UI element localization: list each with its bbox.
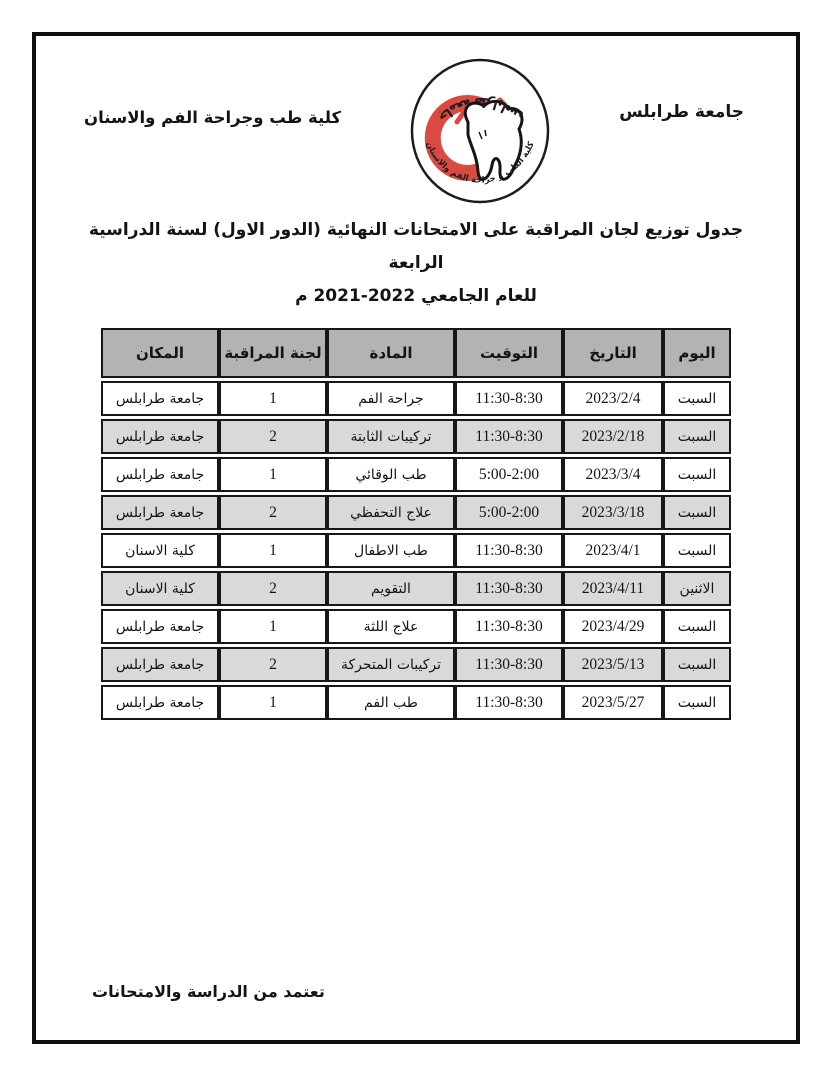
table-row: [101, 571, 731, 606]
cell-day: السبت: [663, 495, 731, 530]
cell-committee: 2: [219, 647, 327, 682]
table-row: [101, 533, 731, 568]
document-title: [36, 214, 796, 313]
college-name: كلية طب وجراحة الفم والاسنان: [84, 108, 342, 127]
cell-subject: طب الوقائي: [327, 457, 455, 492]
exam-schedule-table: [101, 325, 731, 723]
cell-day: السبت: [663, 457, 731, 492]
cell-committee: 1: [219, 533, 327, 568]
cell-time: 11:30-8:30: [455, 647, 563, 682]
header-time: التوقيت: [455, 328, 563, 378]
cell-day: السبت: [663, 647, 731, 682]
cell-date: 2023/3/4: [563, 457, 663, 492]
cell-place: جامعة طرابلس: [101, 647, 219, 682]
cell-time: 11:30-8:30: [455, 571, 563, 606]
header-committee: لجنة المراقبة: [219, 328, 327, 378]
cell-place: كلية الاسنان: [101, 533, 219, 568]
page-border-frame: [32, 32, 800, 1044]
approval-note: تعتمد من الدراسة والامتحانات: [92, 982, 325, 1001]
cell-committee: 2: [219, 495, 327, 530]
cell-time: 11:30-8:30: [455, 609, 563, 644]
cell-time: 5:00-2:00: [455, 495, 563, 530]
cell-date: 2023/4/1: [563, 533, 663, 568]
cell-committee: 1: [219, 381, 327, 416]
table-row: [101, 647, 731, 682]
cell-subject: طب الاطفال: [327, 533, 455, 568]
cell-time: 11:30-8:30: [455, 381, 563, 416]
cell-time: 11:30-8:30: [455, 419, 563, 454]
cell-date: 2023/4/29: [563, 609, 663, 644]
header-day: اليوم: [663, 328, 731, 378]
header-date: التاريخ: [563, 328, 663, 378]
cell-subject: جراحة الفم: [327, 381, 455, 416]
cell-place: جامعة طرابلس: [101, 609, 219, 644]
table-row: [101, 685, 731, 720]
cell-subject: علاج التحفظي: [327, 495, 455, 530]
cell-place: جامعة طرابلس: [101, 419, 219, 454]
table-row: [101, 381, 731, 416]
cell-day: السبت: [663, 533, 731, 568]
cell-place: جامعة طرابلس: [101, 685, 219, 720]
cell-date: 2023/5/13: [563, 647, 663, 682]
cell-committee: 1: [219, 457, 327, 492]
cell-subject: علاج اللثة: [327, 609, 455, 644]
table-row: [101, 457, 731, 492]
document-header: [36, 36, 796, 204]
cell-date: 2023/5/27: [563, 685, 663, 720]
table-row: [101, 495, 731, 530]
university-seal: [407, 58, 553, 204]
cell-subject: طب الفم: [327, 685, 455, 720]
seal-bottom-text: كلية الطب و جراحة الفم والاسنان: [423, 140, 537, 186]
cell-committee: 2: [219, 571, 327, 606]
cell-committee: 1: [219, 609, 327, 644]
cell-time: 11:30-8:30: [455, 533, 563, 568]
cell-subject: تركيبات الثابتة: [327, 419, 455, 454]
cell-date: 2023/2/4: [563, 381, 663, 416]
cell-place: جامعة طرابلس: [101, 495, 219, 530]
header-subject: المادة: [327, 328, 455, 378]
cell-subject: التقويم: [327, 571, 455, 606]
cell-time: 5:00-2:00: [455, 457, 563, 492]
university-name: جامعة طرابلس: [619, 102, 744, 122]
cell-date: 2023/3/18: [563, 495, 663, 530]
table-row: [101, 609, 731, 644]
cell-place: كلية الاسنان: [101, 571, 219, 606]
cell-day: السبت: [663, 609, 731, 644]
cell-place: جامعة طرابلس: [101, 457, 219, 492]
cell-committee: 1: [219, 685, 327, 720]
exam-table-body: [101, 381, 731, 720]
table-row: [101, 419, 731, 454]
cell-day: الاثنين: [663, 571, 731, 606]
cell-place: جامعة طرابلس: [101, 381, 219, 416]
table-header-row: [101, 328, 731, 378]
seal-top-text: جامعة طرابلس: [434, 93, 526, 125]
cell-day: السبت: [663, 685, 731, 720]
title-line-1: جدول توزيع لجان المراقبة على الامتحانات النهائية (الدور الاول) لسنة الدراسية الرابعة: [88, 220, 744, 274]
header-place: المكان: [101, 328, 219, 378]
cell-date: 2023/2/18: [563, 419, 663, 454]
cell-subject: تركيبات المتحركة: [327, 647, 455, 682]
cell-time: 11:30-8:30: [455, 685, 563, 720]
dental-college-seal-icon: [407, 58, 553, 204]
cell-day: السبت: [663, 381, 731, 416]
cell-date: 2023/4/11: [563, 571, 663, 606]
cell-committee: 2: [219, 419, 327, 454]
title-line-2: للعام الجامعي 2022-2021 م: [295, 286, 537, 307]
cell-day: السبت: [663, 419, 731, 454]
